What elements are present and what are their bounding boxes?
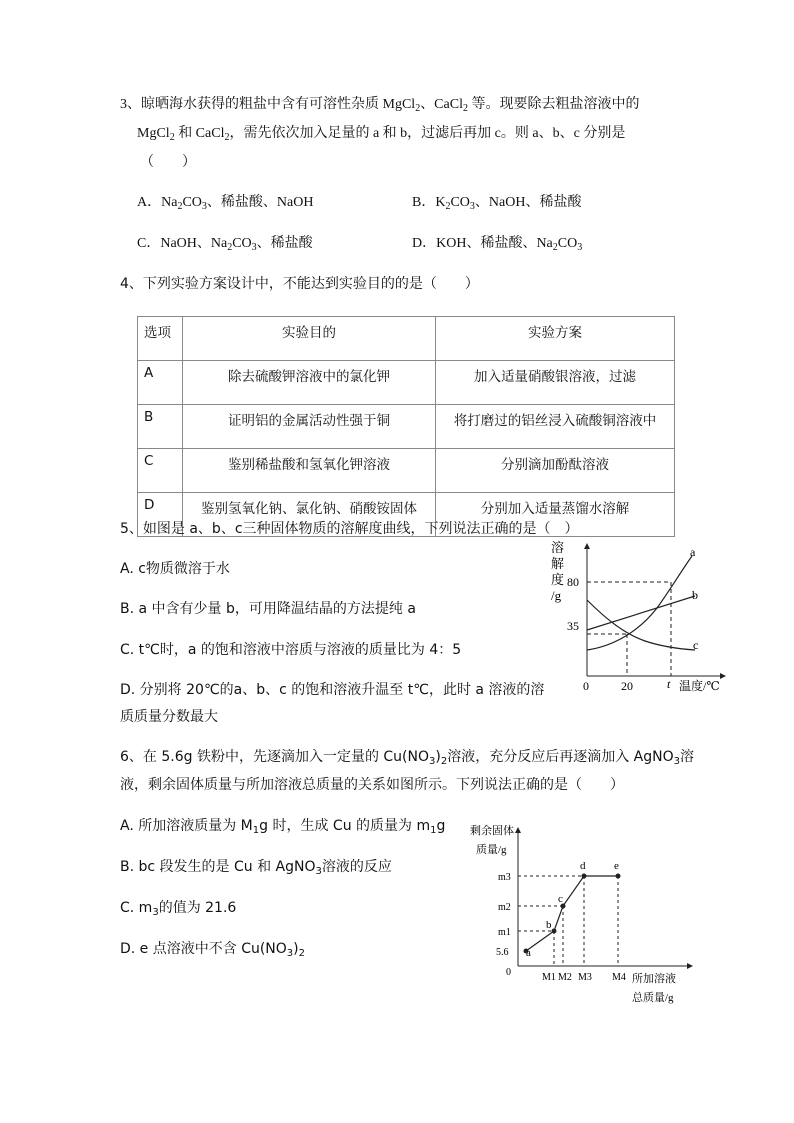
tick-M3: M3 [578, 972, 592, 983]
solubility-chart [545, 538, 735, 693]
curve-a [587, 556, 692, 650]
tick-M1: M1 [542, 972, 556, 983]
table-cell: 证明铝的金属活动性强于铜 [183, 405, 436, 449]
table-cell: D [138, 493, 183, 537]
q5-option-a[interactable]: A. c物质微溶于水 [120, 561, 230, 577]
q5-stem: 5、如图是 a、b、c三种固体物质的溶解度曲线，下列说法正确的是（ ） [120, 521, 579, 537]
table-cell: 分别滴加酚酞溶液 [436, 449, 675, 493]
q6-option-c[interactable]: C. $m_3$的值为 21.6 [120, 900, 237, 918]
q5-option-c[interactable]: C. t℃时，a 的饱和溶液中溶质与溶液的质量比为 4：5 [120, 642, 462, 658]
q6-line1: 6、在 5.6g 铁粉中，先逐滴加入一定量的 $Cu(NO_3)_2$溶液，充分反应后再逐滴加入 AgNO$_3$溶 [120, 749, 695, 767]
y-label-4: /g [551, 588, 562, 603]
table-cell: 除去硫酸钾溶液中的氯化钾 [183, 361, 436, 405]
q6-option-b[interactable]: B. bc 段发生的是 Cu 和 AgNO$_3$溶液的反应 [120, 859, 392, 877]
table-header-row [138, 317, 675, 361]
table-row [138, 361, 675, 405]
tick-M4: M4 [612, 972, 626, 983]
header-plan: 实验方案 [436, 317, 675, 361]
label-e: e [614, 860, 619, 872]
q3-option-a[interactable]: A．$Na_2CO_3$、稀盐酸、NaOH [137, 195, 314, 212]
tick-t: t [667, 677, 671, 691]
table-cell: 将打磨过的铝丝浸入硫酸铜溶液中 [436, 405, 675, 449]
x-axis-label-1: 所加溶液 [632, 973, 676, 985]
x-axis-label-2: 总质量/g [632, 992, 674, 1004]
mass-line [526, 876, 618, 951]
tick-0: 0 [583, 679, 589, 693]
tick-m2: m2 [498, 902, 511, 913]
q4-stem: 4、下列实验方案设计中，不能达到实验目的的是（ ） [120, 276, 479, 292]
q6-option-a[interactable]: A. 所加溶液质量为 $M_1g$ 时，生成 Cu 的质量为 $m_1g$ [120, 818, 446, 836]
point-e [616, 874, 621, 879]
q3-line2: MgCl$_2$ 和 CaCl$_2$，需先依次加入足量的 a 和 b，过滤后再加 c。则 a、b、c 分别是 [137, 126, 626, 143]
table-row [138, 405, 675, 449]
y-label-1: 溶 [551, 540, 565, 555]
tick-M2: M2 [558, 972, 572, 983]
table-cell: B [138, 405, 183, 449]
q3-option-b[interactable]: B．$K_2CO_3$、NaOH、稀盐酸 [412, 195, 582, 212]
q3-line3: （ ） [140, 154, 196, 170]
table-cell: C [138, 449, 183, 493]
tick-20: 20 [621, 679, 633, 693]
table-cell: 鉴别氢氧化钠、氯化钠、硝酸铵固体 [183, 493, 436, 537]
q5-option-b[interactable]: B. a 中含有少量 b，可用降温结晶的方法提纯 a [120, 601, 416, 617]
table-cell: 鉴别稀盐酸和氢氧化钾溶液 [183, 449, 436, 493]
q5-option-d-line1[interactable]: D. 分别将 20℃的a、b、c 的饱和溶液升温至 t℃，此时 a 溶液的溶 [120, 682, 545, 698]
table-cell: 加入适量硝酸银溶液，过滤 [436, 361, 675, 405]
tick-5-6: 5.6 [496, 947, 509, 958]
q6-option-d[interactable]: D. e 点溶液中不含 $Cu(NO_3)_2$ [120, 941, 306, 959]
table-cell: A [138, 361, 183, 405]
tick-35: 35 [567, 619, 579, 633]
tick-origin: 0 [506, 967, 511, 978]
label-b: b [692, 588, 698, 602]
q3-line1: 3、晾晒海水获得的粗盐中含有可溶性杂质 MgCl$_2$、CaCl$_2$ 等。现要除去粗盐溶液中的 [120, 97, 640, 114]
label-d: d [580, 860, 586, 872]
header-purpose: 实验目的 [183, 317, 436, 361]
q6-line2: 液，剩余固体质量与所加溶液总质量的关系如图所示。下列说法正确的是（ ） [120, 777, 624, 793]
tick-m3: m3 [498, 872, 511, 883]
header-option: 选项 [138, 317, 183, 361]
x-axis-label: 温度/℃ [679, 679, 720, 693]
point-b [552, 929, 557, 934]
y-axis-label-2: 质量/g [476, 844, 507, 856]
label-a: a [690, 545, 696, 559]
y-axis-label-1: 剩余固体 [470, 825, 514, 837]
q5-option-d-line2: 质质量分数最大 [120, 709, 218, 725]
q3-option-d[interactable]: D．KOH、稀盐酸、$Na_2CO_3$ [412, 236, 583, 253]
label-b: b [546, 919, 552, 931]
q4-table [137, 316, 675, 537]
y-label-3: 度 [551, 572, 565, 587]
label-c: c [558, 893, 563, 905]
label-a: a [526, 947, 531, 959]
tick-80: 80 [567, 575, 579, 589]
table-cell: 分别加入适量蒸馏水溶解 [436, 493, 675, 537]
table-row [138, 449, 675, 493]
label-c: c [693, 638, 699, 652]
mass-chart [462, 820, 702, 1010]
tick-m1: m1 [498, 927, 511, 938]
q3-option-c[interactable]: C．NaOH、$Na_2CO_3$、稀盐酸 [137, 236, 313, 253]
y-label-2: 解 [551, 556, 565, 571]
point-d [582, 874, 587, 879]
